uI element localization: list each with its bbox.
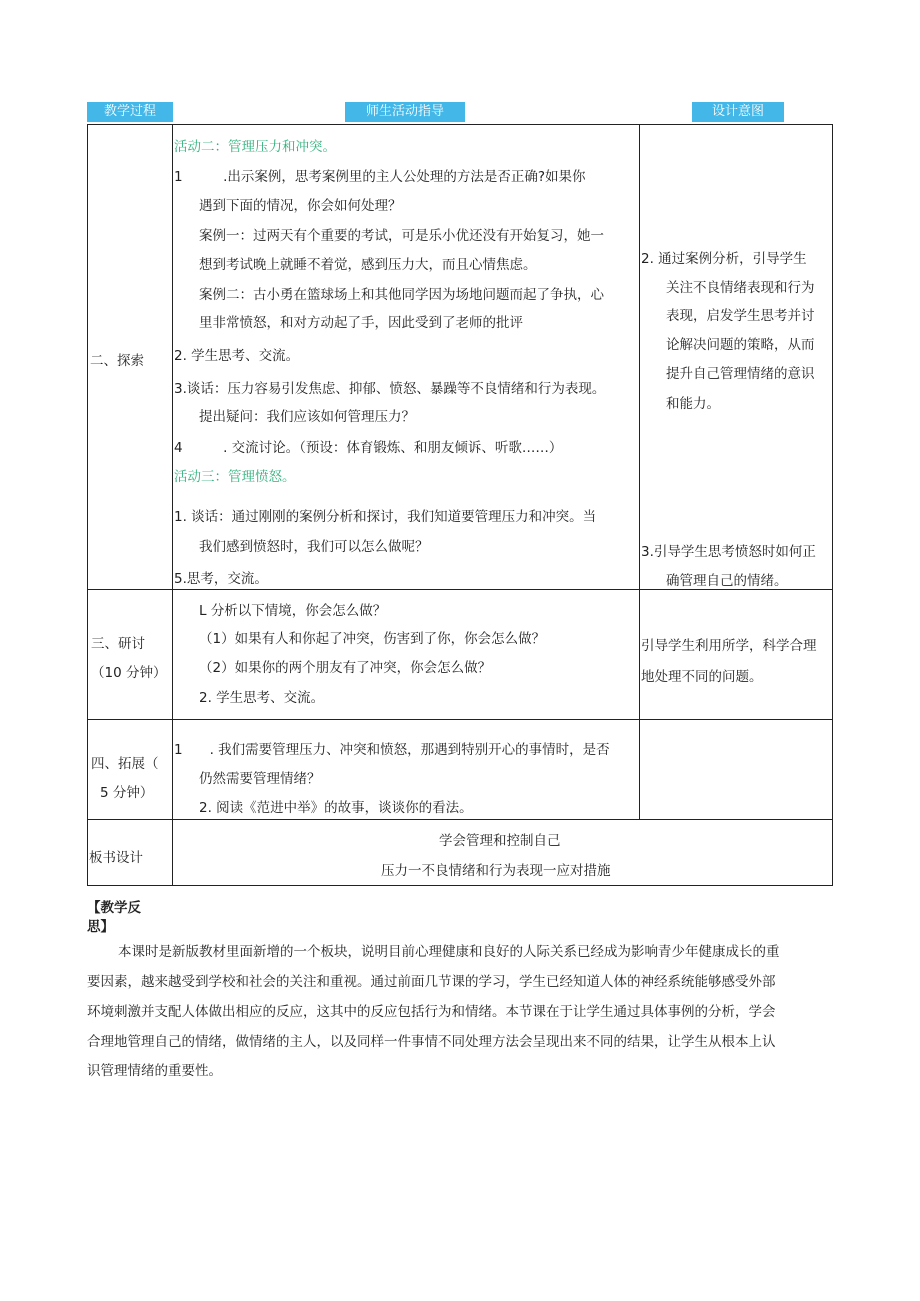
header-col-guidance: 师生活动指导	[345, 102, 465, 122]
activity-title: 活动三：管理愤怒。	[174, 469, 296, 485]
stage-explore: 二、探索	[90, 353, 144, 369]
guidance-line: 1 .出示案例，思考案例里的主人公处理的方法是否正确?如果你	[174, 169, 586, 185]
stage-discuss: 三、研讨	[91, 636, 145, 652]
guidance-line: 4 . 交流讨论。（预设：体育锻炼、和朋友倾诉、听歌……）	[174, 440, 563, 456]
guidance-line: 想到考试晚上就睡不着觉，感到压力大，而且心情焦虑。	[199, 257, 537, 273]
guidance-line: 遇到下面的情况，你会如何处理？	[199, 198, 402, 214]
guidance-line: 1 . 我们需要管理压力、冲突和愤怒，那遇到特别开心的事情时，是否	[174, 742, 610, 758]
guidance-line: 里非常愤怒，和对方动起了手，因此受到了老师的批评	[199, 315, 523, 331]
guidance-line: 5.思考，交流。	[174, 571, 268, 587]
intent-line: 确管理自己的情绪。	[666, 573, 788, 589]
stage-extend: 四、拓展（	[91, 756, 159, 772]
intent-line: 关注不良情绪表现和行为	[666, 280, 815, 296]
guidance-line: 2. 学生思考、交流。	[174, 348, 300, 364]
reflection-line: 识管理情绪的重要性。	[87, 1063, 222, 1079]
guidance-line: 我们感到愤怒时，我们可以怎么做呢？	[199, 539, 429, 555]
header-col-process: 教学过程	[87, 102, 173, 122]
intent-line: 和能力。	[666, 396, 720, 412]
stage-discuss-duration: （10 分钟）	[91, 665, 167, 681]
reflection-heading-2: 思】	[87, 919, 114, 935]
intent-line: 引导学生利用所学，科学合理	[641, 638, 817, 654]
guidance-line: （1）如果有人和你起了冲突，伤害到了你，你会怎么做？	[199, 631, 546, 647]
guidance-line: L 分析以下情境，你会怎么做？	[199, 603, 387, 619]
stage-extend-duration: 5 分钟）	[100, 785, 154, 801]
intent-line: 表现，启发学生思考并讨	[666, 308, 815, 324]
reflection-line: 环境刺激并支配人体做出相应的反应，这其中的反应包括行为和情绪。本节课在于让学生通过具体事例的分析，学会	[87, 1004, 776, 1020]
guidance-line: 2. 阅读《范进中举》的故事，谈谈你的看法。	[199, 800, 473, 816]
board-line-2: 压力一不良情绪和行为表现一应对措施	[381, 863, 611, 879]
header-col-intent: 设计意图	[692, 102, 784, 122]
intent-line: 3.引导学生思考愤怒时如何正	[641, 544, 816, 560]
reflection-line: 要因素，越来越受到学校和社会的关注和重视。通过前面几节课的学习，学生已经知道人体的神经系统能够感受外部	[87, 974, 776, 990]
guidance-line: 2. 学生思考、交流。	[199, 690, 325, 706]
activity-title: 活动二：管理压力和冲突。	[174, 139, 336, 155]
guidance-line: 案例一：过两天有个重要的考试，可是乐小优还没有开始复习，她一	[199, 228, 604, 244]
guidance-line: 提出疑问：我们应该如何管理压力？	[199, 409, 415, 425]
reflection-heading-1: 【教学反	[87, 900, 141, 916]
board-line-1: 学会管理和控制自己	[439, 833, 561, 849]
intent-line: 地处理不同的问题。	[641, 669, 763, 685]
reflection-line: 本课时是新版教材里面新增的一个板块，说明目前心理健康和良好的人际关系已经成为影响青少年健康成长的重	[118, 944, 780, 960]
guidance-line: 3.谈话：压力容易引发焦虑、抑郁、愤怒、暴躁等不良情绪和行为表现。	[174, 381, 606, 397]
guidance-line: （2）如果你的两个朋友有了冲突，你会怎么做？	[199, 660, 492, 676]
intent-line: 论解决问题的策略，从而	[666, 337, 815, 353]
guidance-line: 1. 谈话：通过刚刚的案例分析和探讨，我们知道要管理压力和冲突。当	[174, 509, 597, 525]
intent-line: 2. 通过案例分析，引导学生	[641, 251, 807, 267]
guidance-line: 案例二：古小勇在篮球场上和其他同学因为场地问题而起了争执，心	[199, 287, 604, 303]
reflection-line: 合理地管理自己的情绪，做情绪的主人，以及同样一件事情不同处理方法会呈现出来不同的结果，让学生从根本上认	[87, 1034, 776, 1050]
stage-board: 板书设计	[89, 850, 143, 866]
guidance-line: 仍然需要管理情绪？	[199, 771, 321, 787]
intent-line: 提升自己管理情绪的意识	[666, 366, 815, 382]
